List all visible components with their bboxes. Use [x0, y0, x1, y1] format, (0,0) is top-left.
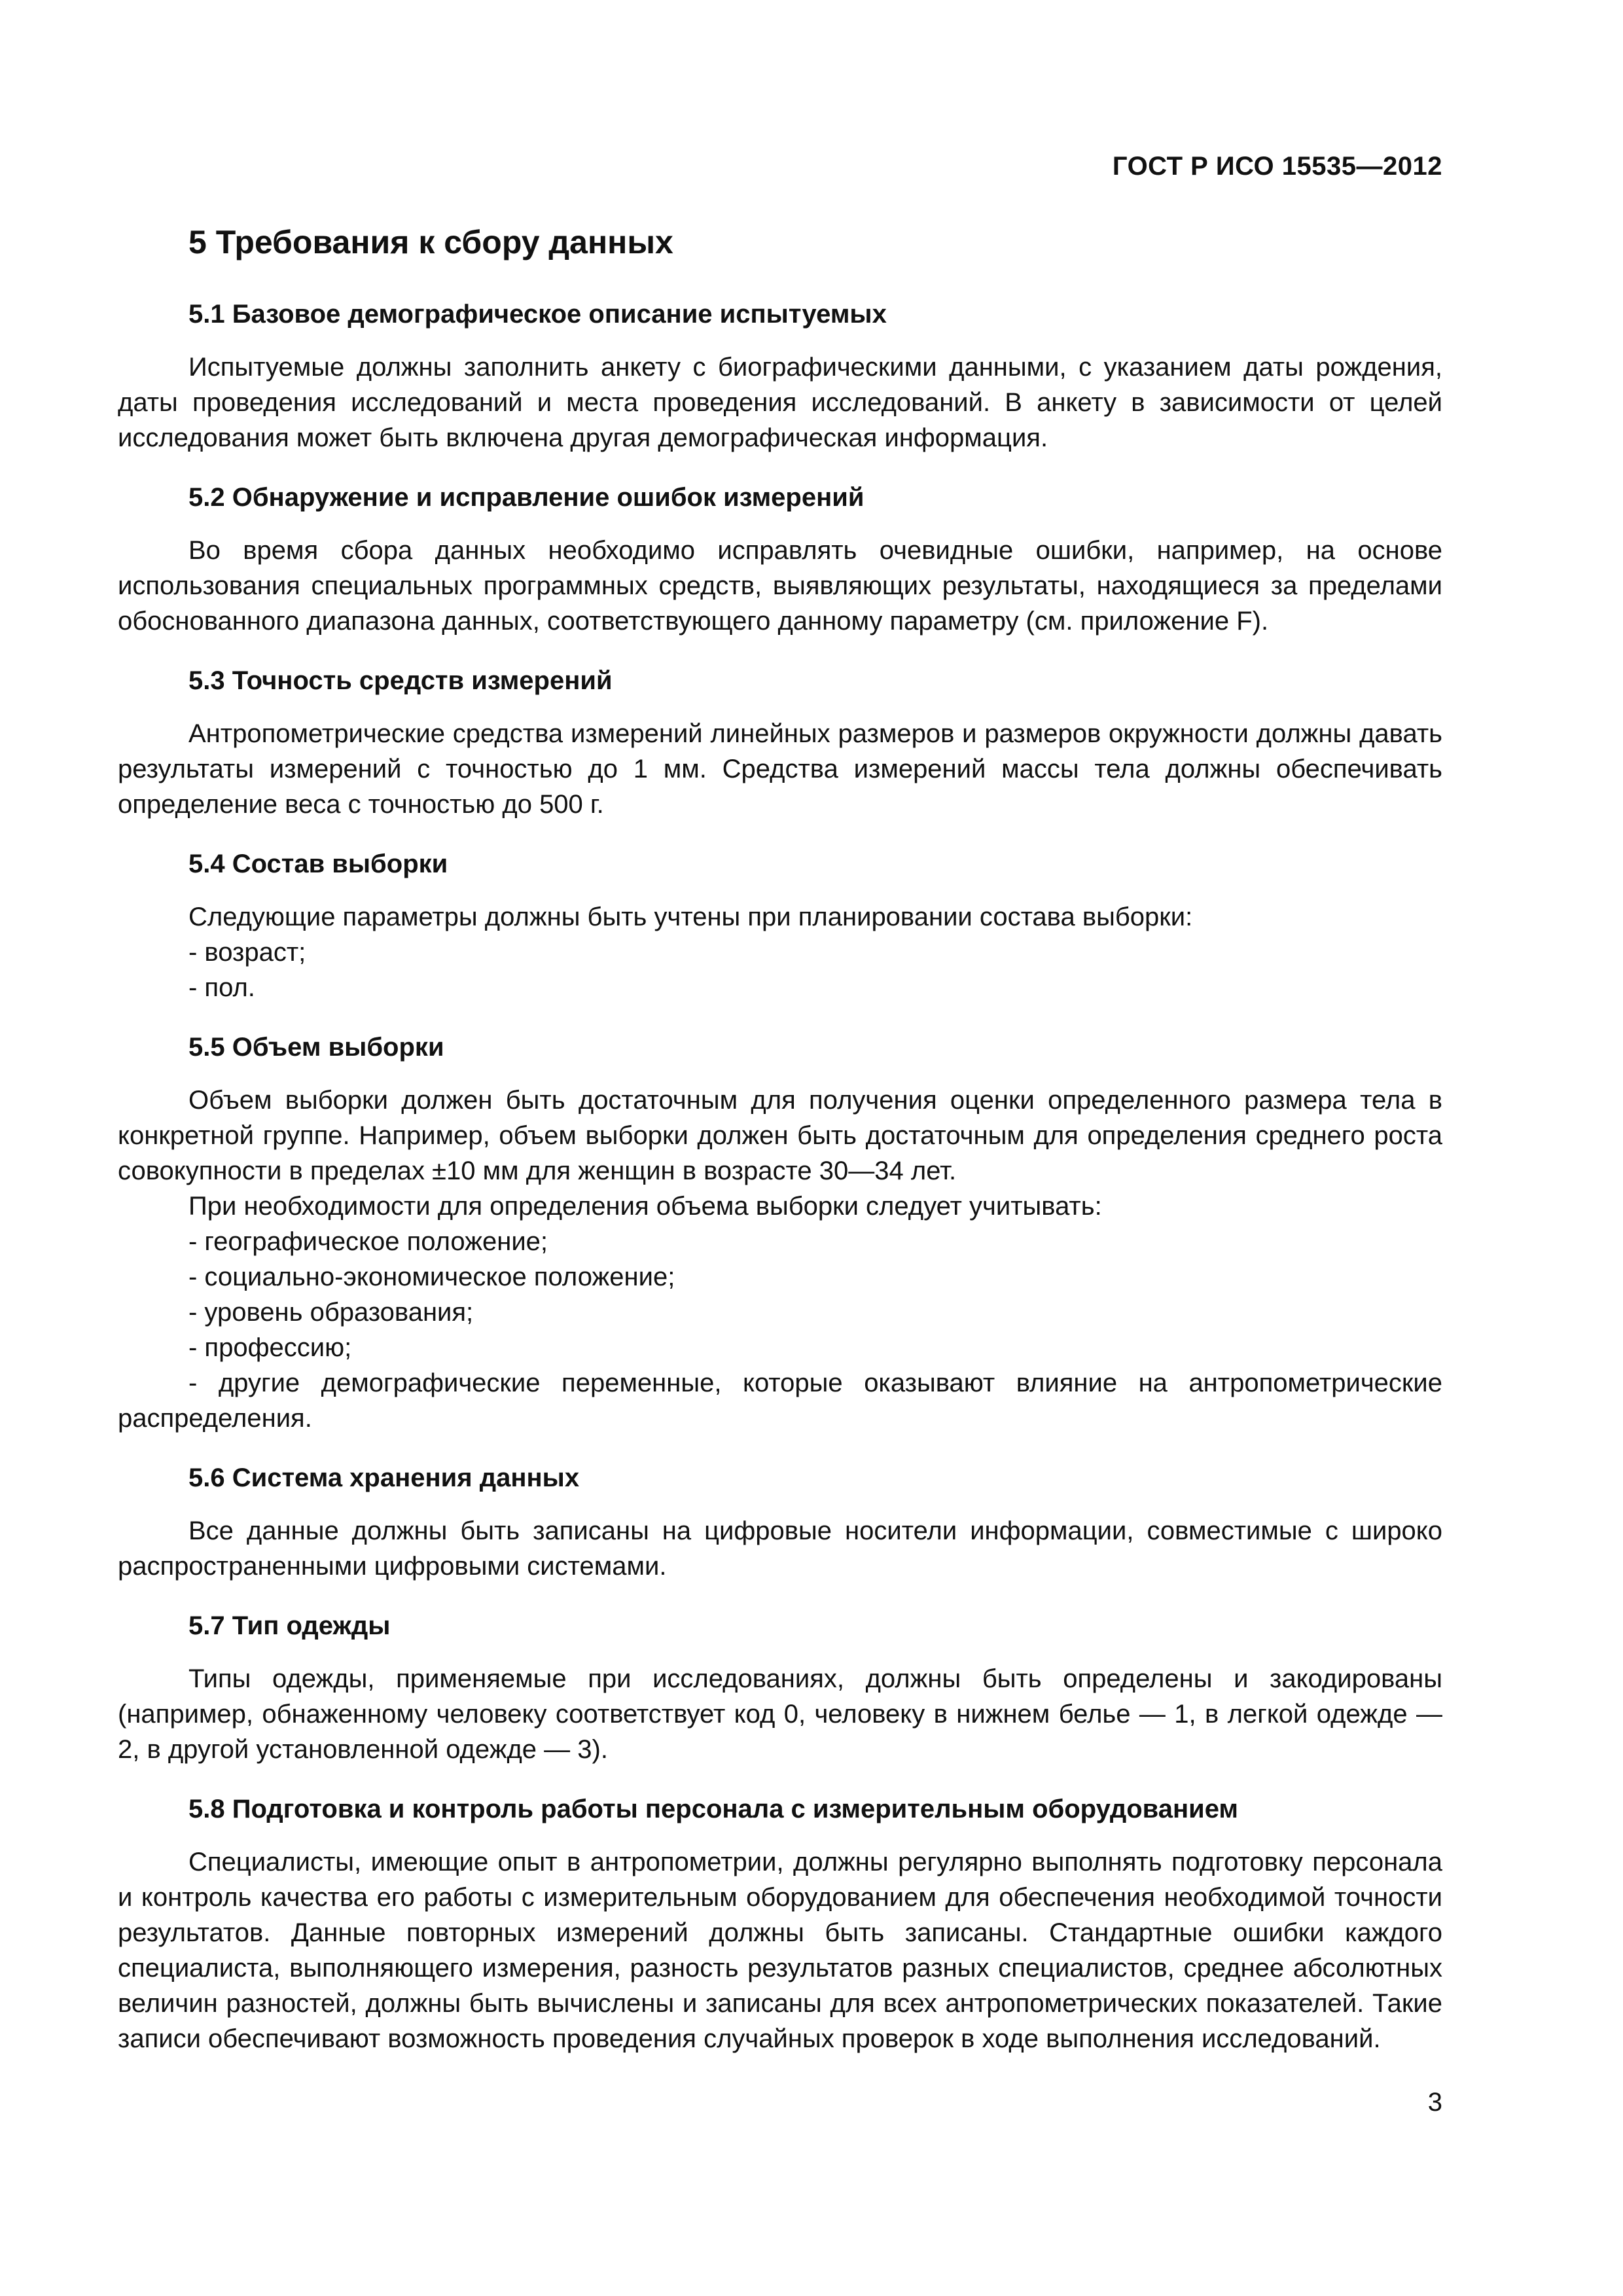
- document-code: ГОСТ Р ИСО 15535—2012: [1112, 152, 1442, 181]
- section-title: 5 Требования к сбору данных: [188, 224, 673, 260]
- subsection-5-2: [118, 482, 1442, 639]
- subsection-5-8: [118, 1793, 1442, 2056]
- paragraph: Испытуемые должны заполнить анкету с биографическими данными, с указанием даты рождения, даты проведения исследований и места проведения исследований. В анкету в зависимости от целей исследования может быть включена другая демографическая информация.: [118, 353, 1442, 452]
- subsection-title: 5.7 Тип одежды: [188, 1611, 391, 1640]
- list-item: - географическое положение;: [188, 1227, 548, 1256]
- subsection-5-3: [118, 665, 1442, 822]
- paragraph: Типы одежды, применяемые при исследованиях, должны быть определены и закодированы (например, обнаженному человеку соответствует код 0, человеку в нижнем белье — 1, в легкой одежде — 2, в другой установленной одежде — 3).: [118, 1664, 1442, 1764]
- bullet-list: [118, 935, 1442, 1005]
- subsection-title: 5.8 Подготовка и контроль работы персонала с измерительным оборудованием: [188, 1795, 1239, 1823]
- subsection-5-6: [118, 1462, 1442, 1584]
- subsection-5-1: [118, 298, 1442, 456]
- subsection-5-5: [118, 1031, 1442, 1436]
- list-item: - другие демографические переменные, которые оказывают влияние на антропометрические распределения.: [118, 1369, 1442, 1433]
- paragraph: При необходимости для определения объема выборки следует учитывать:: [188, 1192, 1102, 1221]
- paragraph: Все данные должны быть записаны на цифровые носители информации, совместимые с широко распространенными цифровыми системами.: [118, 1516, 1442, 1581]
- paragraph: Во время сбора данных необходимо исправлять очевидные ошибки, например, на основе использования специальных программных средств, выявляющих результаты, находящиеся за пределами обоснованного диапазона данных, соответствующего данному параметру (см. приложение F).: [118, 536, 1442, 636]
- list-item: - пол.: [188, 973, 255, 1002]
- page-number: 3: [1427, 2088, 1442, 2117]
- subsection-title: 5.3 Точность средств измерений: [188, 666, 613, 695]
- paragraph: Следующие параметры должны быть учтены при планировании состава выборки:: [188, 903, 1193, 931]
- bullet-list: [118, 1224, 1442, 1436]
- list-item: - уровень образования;: [188, 1298, 474, 1327]
- subsection-5-7: [118, 1610, 1442, 1767]
- paragraph: Объем выборки должен быть достаточным для получения оценки определенного размера тела в конкретной группе. Например, объем выборки должен быть достаточным для определения среднего роста совокупности в пределах ±10 мм для женщин в возрасте 30—34 лет.: [118, 1086, 1442, 1185]
- list-item: - социально-экономическое положение;: [188, 1263, 675, 1291]
- subsection-5-4: [118, 848, 1442, 1005]
- subsection-title: 5.6 Система хранения данных: [188, 1463, 580, 1492]
- subsection-title: 5.2 Обнаружение и исправление ошибок измерений: [188, 483, 865, 512]
- paragraph: Антропометрические средства измерений линейных размеров и размеров окружности должны давать результаты измерений с точностью до 1 мм. Средства измерений массы тела должны обеспечивать определение веса с точностью до 500 г.: [118, 719, 1442, 819]
- subsection-title: 5.4 Состав выборки: [188, 850, 448, 878]
- list-item: - профессию;: [188, 1333, 352, 1362]
- subsection-title: 5.1 Базовое демографическое описание испытуемых: [188, 300, 887, 329]
- paragraph: Специалисты, имеющие опыт в антропометрии, должны регулярно выполнять подготовку персонала и контроль качества его работы с измерительным оборудованием для обеспечения необходимой точности результатов. Данные повторных измерений должны быть записаны. Стандартные ошибки каждого специалиста, выполняющего измерения, разность результатов разных специалистов, среднее абсолютных величин разностей, должны быть вычислены и записаны для всех антропометрических показателей. Такие записи обеспечивают возможность проведения случайных проверок в ходе выполнения исследований.: [118, 1848, 1442, 2053]
- page-content: [118, 223, 1442, 2083]
- subsection-title: 5.5 Объем выборки: [188, 1033, 444, 1062]
- list-item: - возраст;: [188, 938, 306, 967]
